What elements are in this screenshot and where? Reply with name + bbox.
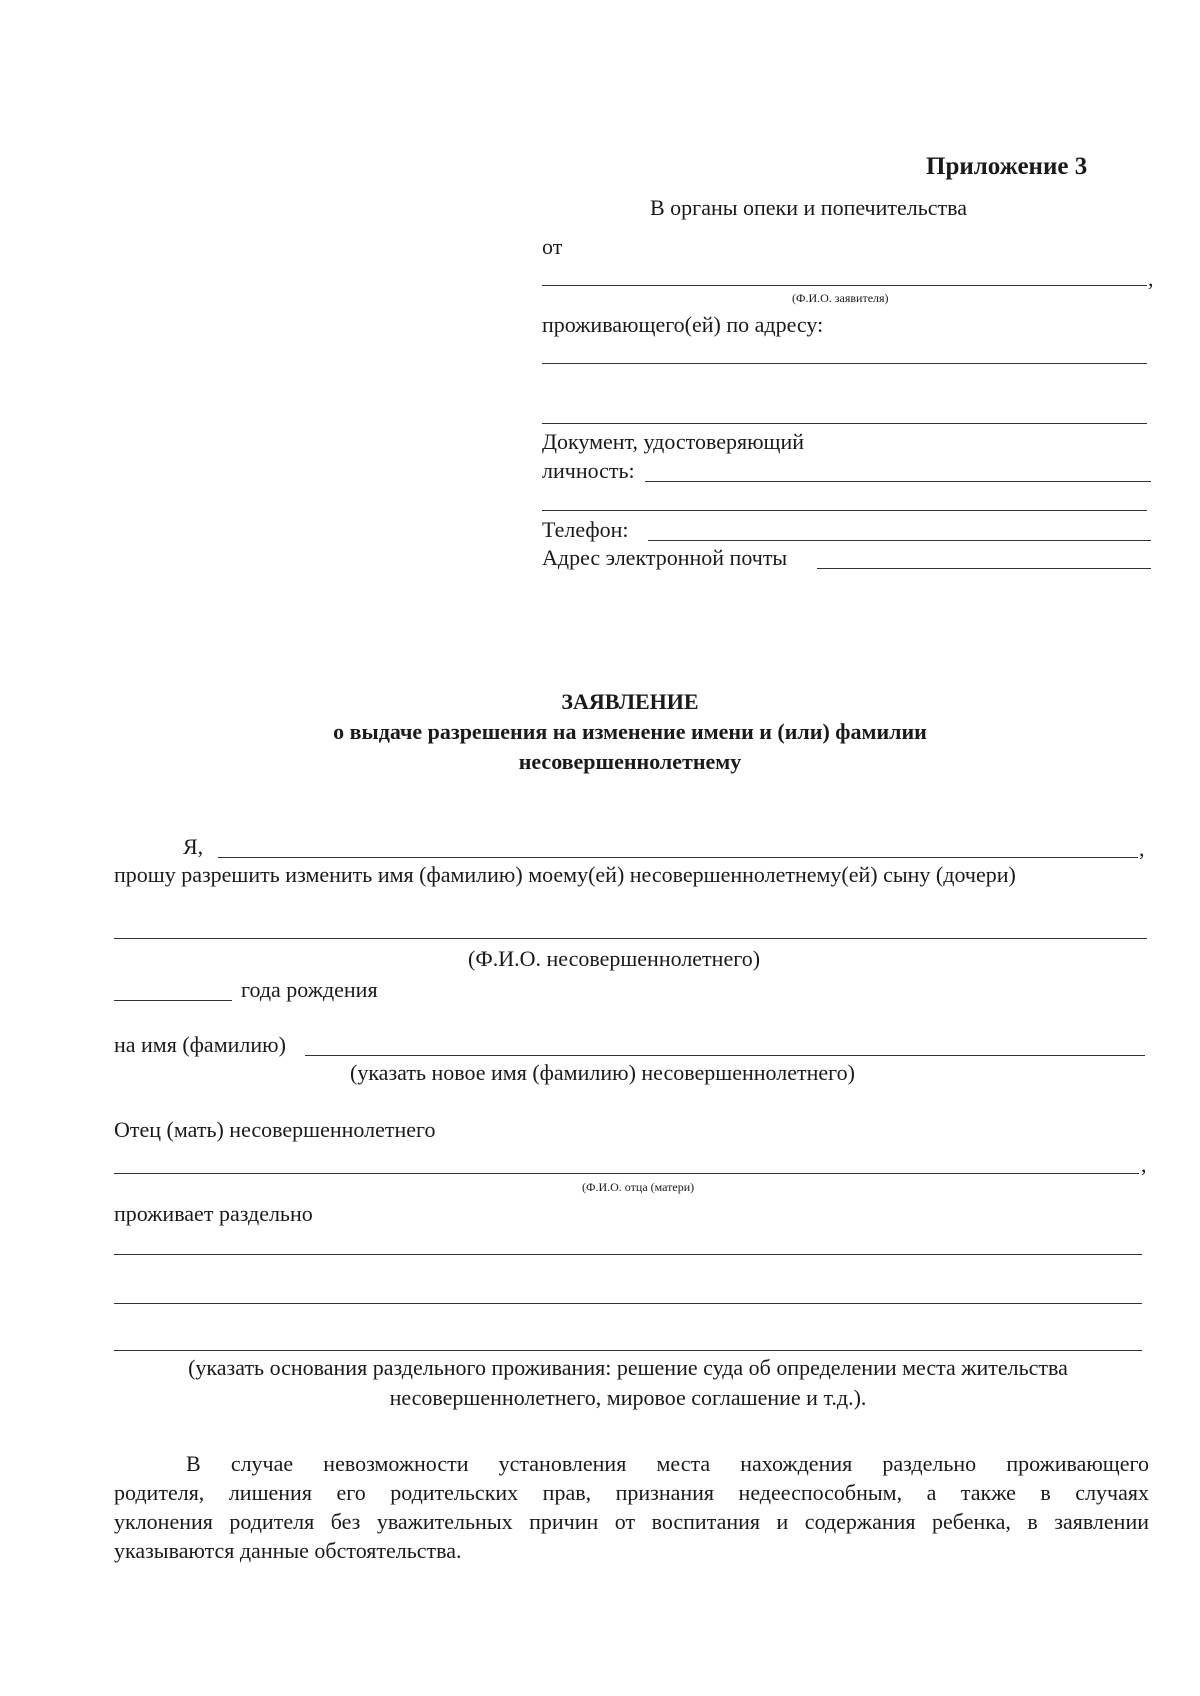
- id-doc-line: [645, 481, 1151, 482]
- note-line-2: родителя, лишения его родительских прав, признания недееспособным, а также в случаях: [114, 1480, 1149, 1505]
- addressee: В органы опеки и попечительства: [650, 195, 968, 220]
- birth-year-label: года рождения: [241, 977, 378, 1002]
- id-doc-label-2: личность:: [542, 458, 635, 483]
- comma: ,: [1139, 836, 1145, 861]
- request-text: прошу разрешить изменить имя (фамилию) моему(ей) несовершеннолетнему(ей) сыну (дочери): [114, 862, 1016, 887]
- birth-year-field[interactable]: [114, 977, 240, 999]
- separately-line-2-field[interactable]: [114, 1280, 1150, 1302]
- i-label: Я,: [183, 834, 204, 859]
- applicant-self-line: [218, 857, 1138, 858]
- separately-line-1: [114, 1254, 1142, 1255]
- phone-field[interactable]: [648, 517, 1159, 539]
- phone-label: Телефон:: [542, 517, 629, 542]
- address-line-2: [542, 423, 1147, 424]
- from-label: от: [542, 234, 563, 259]
- applicant-name-line: [542, 285, 1147, 286]
- document-subtitle-2: несовершеннолетнему: [518, 749, 742, 774]
- email-line: [817, 568, 1151, 569]
- minor-name-hint: (Ф.И.О. несовершеннолетнего): [468, 946, 761, 971]
- separately-line-1-field[interactable]: [114, 1231, 1150, 1253]
- id-doc-label-1: Документ, удостоверяющий: [542, 429, 805, 454]
- separately-label: проживает раздельно: [114, 1201, 313, 1226]
- new-name-field[interactable]: [305, 1032, 1153, 1054]
- address-line-1: [542, 363, 1147, 364]
- email-field[interactable]: [817, 545, 1159, 567]
- separately-line-3: [114, 1350, 1142, 1351]
- parent-name-line: [114, 1173, 1139, 1174]
- address-line-2-field[interactable]: [542, 400, 1155, 422]
- document-title: ЗАЯВЛЕНИЕ: [561, 689, 699, 714]
- separately-line-3-field[interactable]: [114, 1327, 1150, 1349]
- separately-hint-1: (указать основания раздельного проживания: решение суда об определении места жительства: [188, 1355, 1068, 1380]
- document-subtitle-1: о выдаче разрешения на изменение имени и (или) фамилии: [333, 719, 927, 744]
- separately-hint-2: несовершеннолетнего, мировое соглашение и т.д.).: [389, 1385, 867, 1410]
- comma: ,: [1148, 266, 1154, 291]
- applicant-name-hint: (Ф.И.О. заявителя): [792, 291, 889, 305]
- id-doc-line-2-field[interactable]: [542, 487, 1155, 509]
- id-doc-line-2: [542, 510, 1147, 511]
- phone-line: [648, 540, 1151, 541]
- minor-name-field[interactable]: [114, 915, 1155, 937]
- note-line-3: уклонения родителя без уважительных причин от воспитания и содержания ребенка, в заявлении: [114, 1509, 1149, 1534]
- parent-name-hint: (Ф.И.О. отца (матери): [582, 1180, 695, 1194]
- minor-name-line: [114, 938, 1147, 939]
- email-label: Адрес электронной почты: [542, 545, 788, 570]
- parent-name-field[interactable]: [114, 1150, 1147, 1172]
- parent-label: Отец (мать) несовершеннолетнего: [114, 1117, 436, 1142]
- new-name-hint: (указать новое имя (фамилию) несовершеннолетнего): [350, 1060, 855, 1085]
- birth-year-line: [114, 1000, 232, 1001]
- appendix-label: Приложение 3: [926, 153, 1088, 180]
- applicant-self-field[interactable]: [218, 834, 1146, 856]
- applicant-name-field[interactable]: [542, 262, 1155, 284]
- address-line-1-field[interactable]: [542, 340, 1155, 362]
- separately-line-2: [114, 1303, 1142, 1304]
- id-doc-field[interactable]: [645, 458, 1159, 480]
- note-line-4: указываются данные обстоятельства.: [114, 1538, 462, 1563]
- new-name-line: [305, 1055, 1145, 1056]
- residence-label: проживающего(ей) по адресу:: [542, 312, 824, 337]
- note-line-1: В случае невозможности установления места нахождения раздельно проживающего: [186, 1451, 1149, 1476]
- new-name-label: на имя (фамилию): [114, 1032, 286, 1057]
- comma: ,: [1141, 1152, 1147, 1177]
